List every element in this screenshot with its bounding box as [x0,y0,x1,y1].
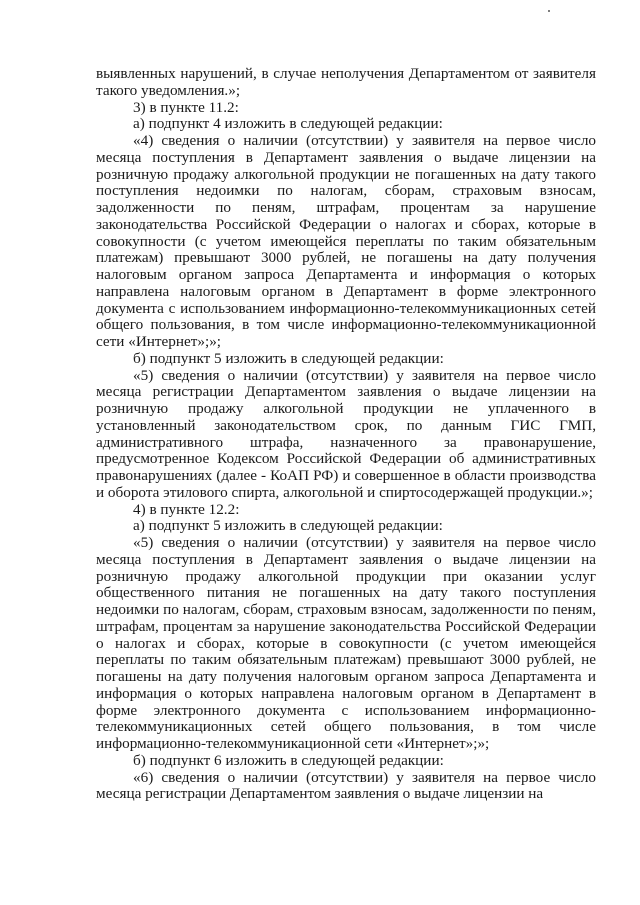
scan-speck [548,10,550,12]
paragraph-subitem-a: а) подпункт 4 изложить в следующей редакции: [133,115,443,133]
paragraph-continuation: выявленных нарушений, в случае неполучения Департаментом от заявителя такого уведомления.»; [96,65,596,99]
paragraph-subitem-a-2: а) подпункт 5 изложить в следующей редакции: [133,517,443,535]
paragraph-subitem-b: б) подпункт 5 изложить в следующей редакции: [133,349,444,367]
paragraph-subitem-b-2: б) подпункт 6 изложить в следующей редакции: [133,751,444,769]
paragraph-quote-6: «6) сведения о наличии (отсутствии) у заявителя на первое число месяца регистрации Департаментом заявления о выдаче лицензии на [96,768,596,803]
paragraph-item-4: 4) в пункте 12.2: [133,500,240,518]
document-page [96,66,596,803]
paragraph-item-3: 3) в пункте 11.2: [133,98,239,116]
paragraph-quote-4: «4) сведения о наличии (отсутствии) у заявителя на первое число месяца поступления в Департамент заявления о выдаче лицензии на розничную продажу алкогольной продукции не погашенных на дату такого поступления недоимки по налогам, сборам, страховым взносам, задолженности по пеням, штрафам, процентам за нарушение законодательства Российской Федерации о налогах и сборах, которые в совокупности (с учетом имеющейся переплаты по таким обязательным платежам) превышают 3000 рублей, не погашены на дату получения налоговым органом запроса Департамента и информация о которых направлена налоговым органом в Департамент в форме электронного документа с использованием информационно-телекоммуникационных сетей общего пользования, в том числе информационно-телекоммуникационной сети «Интернет»;»; [96,132,596,350]
paragraph-quote-5: «5) сведения о наличии (отсутствии) у заявителя на первое число месяца регистрации Департаментом заявления о выдаче лицензии на розничную продажу алкогольной продукции не уплаченного в установленный законодательством срок, по данным ГИС ГМП, административного штрафа, назначенного за правонарушение, предусмотренное Кодексом Российской Федерации об административных правонарушениях (далее - КоАП РФ) и совершенное в области производства и оборота этилового спирта, алкогольной и спиртосодержащей продукции.»; [96,366,596,501]
paragraph-quote-5-2: «5) сведения о наличии (отсутствии) у заявителя на первое число месяца поступления в Департамент заявления о выдаче лицензии на розничную продажу алкогольной продукции при оказании услуг общественного питания не погашенных на дату такого поступления недоимки по налогам, сборам, страховым взносам, задолженности по пеням, штрафам, процентам за нарушение законодательства Российской Федерации о налогах и сборах, которые в совокупности (с учетом имеющейся переплаты по таким обязательным платежам) превышают 3000 рублей, не погашены на дату получения налоговым органом запроса Департамента и информация о которых направлена налоговым органом в Департамент в форме электронного документа с использованием информационно-телекоммуникационных сетей общего пользования, в том числе информационно-телекоммуникационной сети «Интернет»;»; [96,534,596,752]
